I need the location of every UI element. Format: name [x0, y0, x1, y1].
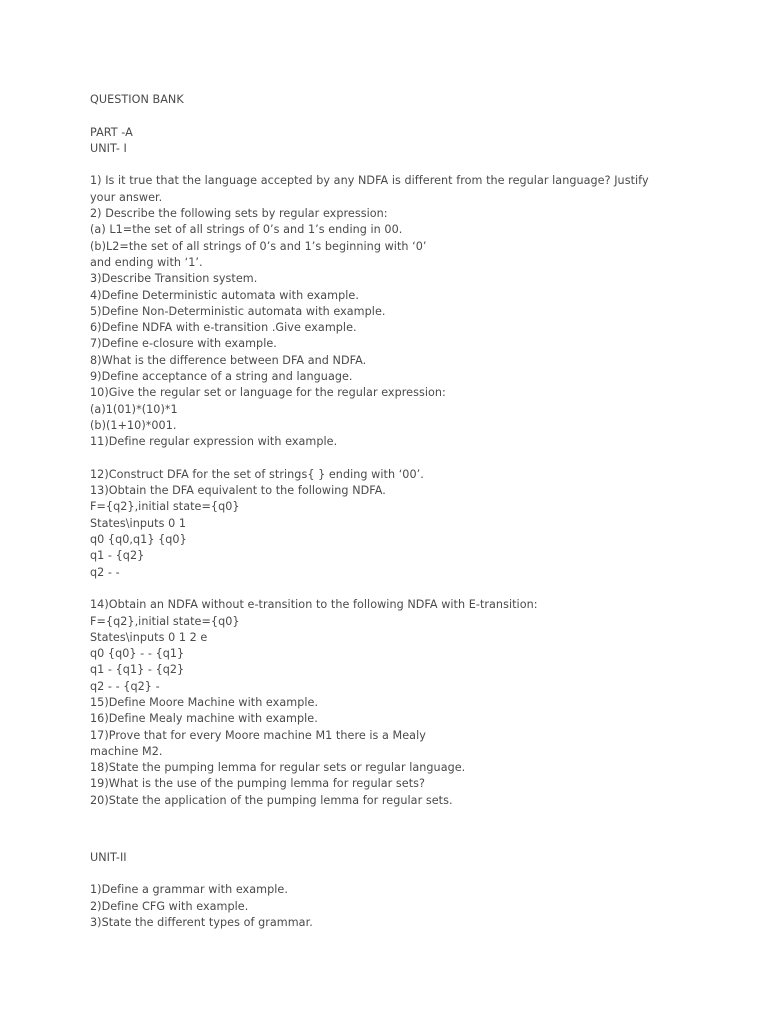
question-line: 10)Give the regular set or language for the regular expression:	[90, 386, 446, 400]
question-line: 4)Define Deterministic automata with example.	[90, 288, 359, 302]
spacer	[90, 581, 710, 597]
question-line: 1)Define a grammar with example.	[90, 883, 288, 897]
question-line: F={q2},initial state={q0}	[90, 614, 240, 628]
question-line: 2) Describe the following sets by regular expression:	[90, 207, 388, 221]
document-page	[90, 92, 710, 931]
question-line: 17)Prove that for every Moore machine M1 there is a Mealy	[90, 728, 426, 742]
question-line: 9)Define acceptance of a string and language.	[90, 370, 353, 384]
document-title: QUESTION BANK	[90, 93, 184, 106]
question-line: q1 - {q1} - {q2}	[90, 663, 185, 677]
unit-1-heading: UNIT- I	[90, 141, 127, 155]
question-line: 18)State the pumping lemma for regular sets or regular language.	[90, 761, 466, 775]
question-line: (a)1(01)*(10)*1	[90, 402, 178, 416]
question-line: States\inputs 0 1 2 e	[90, 630, 208, 644]
question-line: 3)Describe Transition system.	[90, 272, 258, 286]
question-line: q2 - - {q2} -	[90, 679, 160, 693]
part-heading: PART -A	[90, 125, 133, 139]
question-line: 15)Define Moore Machine with example.	[90, 695, 319, 709]
question-line: States\inputs 0 1	[90, 516, 187, 530]
question-line: 20)State the application of the pumping lemma for regular sets.	[90, 793, 453, 807]
question-line: 8)What is the difference between DFA and NDFA.	[90, 353, 367, 367]
question-line: q1 - {q2}	[90, 549, 145, 563]
question-line: your answer.	[90, 190, 163, 204]
question-line: 3)State the different types of grammar.	[90, 915, 313, 929]
question-line: 6)Define NDFA with e-transition .Give example.	[90, 321, 357, 335]
question-line: 12)Construct DFA for the set of strings{ } ending with ‘00’.	[90, 467, 424, 481]
spacer	[90, 866, 710, 882]
question-line: q0 {q0} - - {q1}	[90, 647, 185, 661]
question-line: 14)Obtain an NDFA without e-transition to the following NDFA with E-transition:	[90, 598, 538, 612]
question-line: (b)L2=the set of all strings of 0’s and 1’s beginning with ‘0’	[90, 239, 427, 253]
spacer	[90, 451, 710, 467]
question-line: 11)Define regular expression with example.	[90, 435, 338, 449]
question-line: 1) Is it true that the language accepted by any NDFA is different from the regular language? Justify	[90, 174, 649, 188]
unit-1-questions-b	[90, 467, 710, 581]
question-line: 16)Define Mealy machine with example.	[90, 712, 318, 726]
question-line: (a) L1=the set of all strings of 0’s and 1’s ending in 00.	[90, 223, 403, 237]
question-line: q2 - -	[90, 565, 120, 579]
question-line: machine M2.	[90, 744, 163, 758]
question-line: (b)(1+10)*001.	[90, 418, 177, 432]
question-line: 13)Obtain the DFA equivalent to the following NDFA.	[90, 484, 386, 498]
spacer	[90, 108, 710, 124]
question-line: F={q2},initial state={q0}	[90, 500, 240, 514]
question-line: 2)Define CFG with example.	[90, 899, 249, 913]
unit-1-questions-a	[90, 173, 710, 450]
spacer	[90, 157, 710, 173]
unit-2-questions	[90, 882, 710, 931]
question-line: 5)Define Non-Deterministic automata with example.	[90, 304, 386, 318]
unit-2-heading: UNIT-II	[90, 850, 127, 864]
question-line: 19)What is the use of the pumping lemma for regular sets?	[90, 777, 426, 791]
unit-1-questions-c	[90, 597, 710, 809]
spacer	[90, 842, 710, 850]
question-line: and ending with ‘1’.	[90, 255, 203, 269]
question-line: q0 {q0,q1} {q0}	[90, 533, 187, 547]
spacer	[90, 809, 710, 842]
question-line: 7)Define e-closure with example.	[90, 337, 277, 351]
